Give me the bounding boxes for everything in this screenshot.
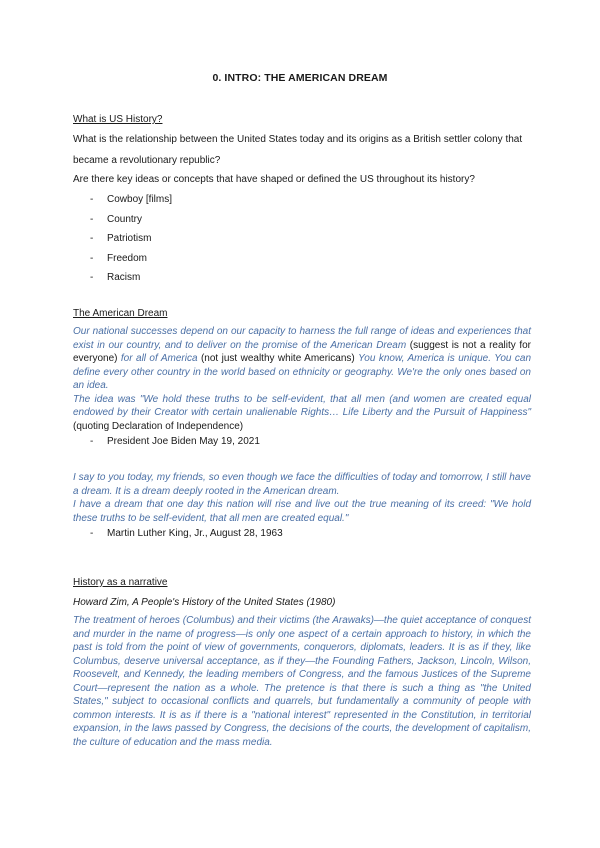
citation: - Martin Luther King, Jr., August 28, 1963 <box>73 525 531 543</box>
annotation-text: (not just wealthy white Americans) <box>200 353 355 364</box>
concept-list <box>73 190 531 288</box>
list-item: - Country <box>73 210 531 230</box>
quote-text: I have a dream that one day this nation will rise and live out the true meaning of its creed: "We hold these truths to be self-evident, that all men are created equal." <box>73 499 531 524</box>
section-what-is-us-history <box>73 111 531 288</box>
source-reference: Howard Zim, A People's History of the United States (1980) <box>73 597 336 608</box>
quote-text: The idea was "We hold these truths to be self-evident, that all men (and women are created equal endowed by their Creator with certain unalienable Rights… Life Liberty and the Pursuit of Happiness" <box>73 393 531 418</box>
quote-text: I say to you today, my friends, so even though we face the difficulties of today and tomorrow, I still have a dream. It is a dream deeply rooted in the American dream. <box>73 472 531 497</box>
section-american-dream <box>73 305 531 543</box>
annotation-text: (suggest is not a reality for everyone) <box>73 339 532 364</box>
section-heading: What is US History? <box>73 114 163 125</box>
quote-text: for all of America <box>120 353 198 364</box>
question-text: What is the relationship between the United States today and its origins as a British settler colony that became a revolutionary republic? <box>73 134 523 166</box>
section-heading: History as a narrative <box>73 577 168 588</box>
annotation-text: (quoting Declaration of Independence) <box>73 420 244 432</box>
mlk-quote <box>73 471 531 525</box>
quote-text: You know, America is unique. You can define every other country in the world based on ethnicity or geography. We're the only ones based on an idea. <box>73 353 532 391</box>
quote-text: Our national successes depend on our capacity to harness the full range of ideas and experiences that exist in our country, and to deliver on the promise of the American Dream <box>73 326 531 351</box>
list-item: - Patriotism <box>73 229 531 249</box>
biden-quote <box>73 325 531 433</box>
section-heading: The American Dream <box>73 308 168 319</box>
question-text: Are there key ideas or concepts that have shaped or defined the US throughout its history? <box>73 174 475 185</box>
list-item: - Racism <box>73 268 531 288</box>
list-item: - Cowboy [films] <box>73 190 531 210</box>
citation: - President Joe Biden May 19, 2021 <box>73 433 531 451</box>
section-history-as-narrative <box>73 574 531 749</box>
zinn-quote: The treatment of heroes (Columbus) and their victims (the Arawaks)—the quiet acceptance of conquest and murder in the name of progress—is only one aspect of a certain approach to history, in which the past is told from the point of view of governments, conquerors, diplomats, leaders. It is as if they, like Columbus, deserve universal acceptance, as if they—the Founding Fathers, Jackson, Lincoln, Wilson, Roosevelt, and Kennedy, the leading members of Congress, and the famous Justices of the Supreme Court—represent the nation as a whole. The pretence is that there is such a thing as "the United States," subject to occasional conflicts and quarrels, but fundamentally a community of people with common interests. It is as if there is a "national interest" represented in the Constitution, in territorial expansion, in the laws passed by Congress, the decisions of the courts, the development of capitalism, the culture of education and the mass media. <box>73 615 531 748</box>
list-item: - Freedom <box>73 249 531 269</box>
page-title: 0. INTRO: THE AMERICAN DREAM <box>212 72 388 84</box>
